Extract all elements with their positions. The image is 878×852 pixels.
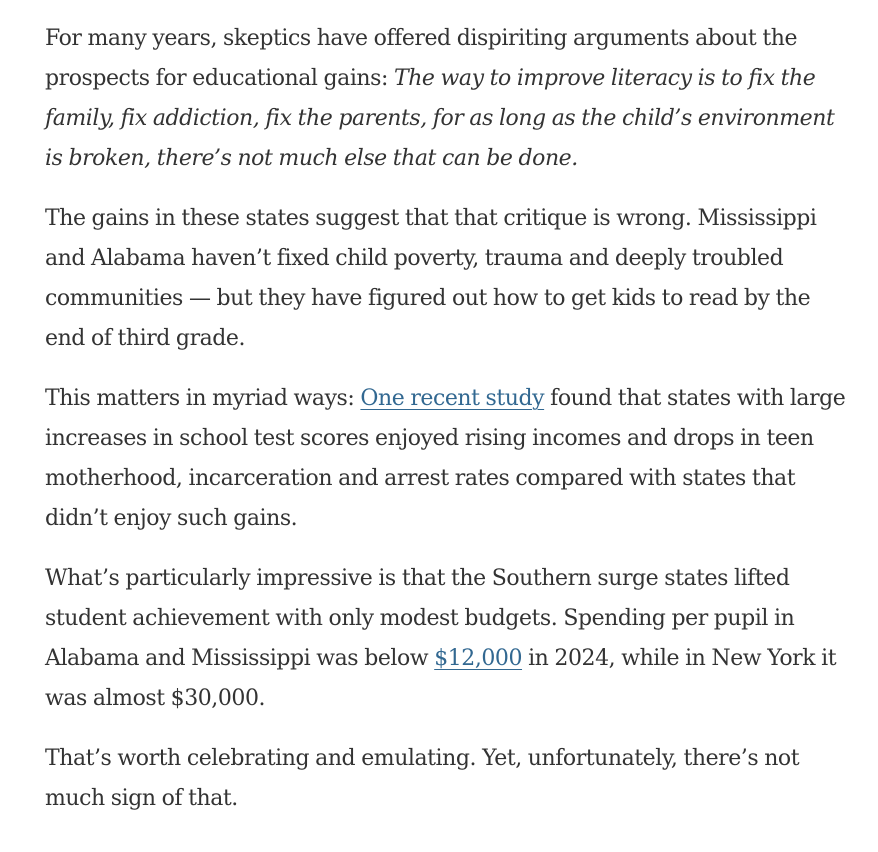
paragraph-text: That’s worth celebrating and emulating. Yet, unfortunately, there’s not much sign of that. bbox=[45, 746, 800, 811]
paragraph-spending bbox=[45, 559, 853, 719]
paragraph-text: This matters in myriad ways: bbox=[45, 386, 361, 411]
spending-link[interactable]: $12,000 bbox=[434, 646, 523, 671]
paragraph-myriad-ways bbox=[45, 379, 853, 539]
paragraph-celebrating bbox=[45, 739, 853, 819]
paragraph-text: For many years, skeptics have offered dispiriting arguments about the prospects for educational gains: bbox=[45, 26, 798, 91]
paragraph-skeptics bbox=[45, 19, 853, 179]
paragraph-text: The gains in these states suggest that that critique is wrong. Mississippi and Alabama haven’t fixed child poverty, trauma and deeply troubled communities — but they have figured out how to get kids to read by the end of third grade. bbox=[45, 206, 817, 351]
paragraph-text: in 2024, while in New York it was almost $30,000. bbox=[45, 646, 837, 711]
paragraph-text: What’s particularly impressive is that the Southern surge states lifted student achievement with only modest budgets. Spending per pupil in Alabama and Mississippi was below bbox=[45, 566, 795, 671]
study-link[interactable]: One recent study bbox=[360, 386, 545, 411]
italic-quote: The way to improve literacy is to fix the family, fix addiction, fix the parents, for as long as the child’s environment is broken, there’s not much else that can be done. bbox=[45, 66, 835, 171]
paragraph-gains bbox=[45, 199, 853, 359]
article-body bbox=[45, 19, 853, 839]
paragraph-text: found that states with large increases in school test scores enjoyed rising incomes and drops in teen motherhood, incarceration and arrest rates compared with states that didn’t enjoy such gains. bbox=[45, 386, 846, 531]
